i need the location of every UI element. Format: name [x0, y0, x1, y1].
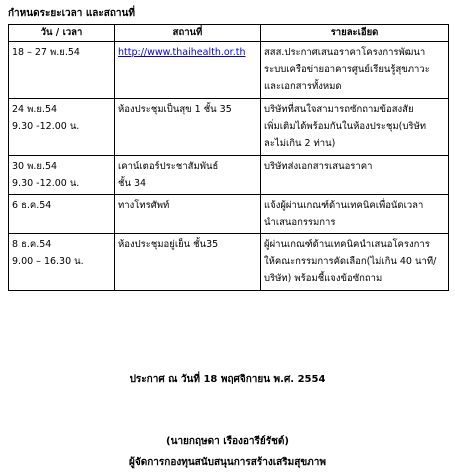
detail-cell — [261, 156, 449, 195]
detail-cell — [261, 234, 449, 291]
place-text: เคาน์เตอร์ประชาสัมพันธ์ — [118, 161, 219, 172]
column-header-details: รายละเอียด — [261, 25, 449, 42]
date-text: 24 พ.ย.54 — [12, 104, 58, 115]
time-text: 9.00 – 16.30 น. — [12, 256, 84, 267]
time-text: 9.30 -12.00 น. — [12, 178, 80, 189]
signer-name: (นายกฤษดา เรืองอารีย์รัชต์) — [166, 436, 289, 447]
table-row — [9, 42, 449, 99]
detail-line: ให้คณะกรรมการคัดเลือก(ไม่เกิน 40 นาที/ — [264, 256, 437, 267]
date-time-cell — [9, 234, 115, 291]
detail-line: เพิ่มเติมได้พร้อมกันในห้องประชุม(บริษัท — [264, 121, 427, 132]
detail-cell — [261, 42, 449, 99]
date-time-cell — [9, 42, 115, 99]
table-row — [9, 99, 449, 156]
detail-line: บริษัท) พร้อมชี้แจงข้อซักถาม — [264, 273, 383, 284]
signer-title: ผู้จัดการกองทุนสนับสนุนการสร้างเสริมสุขภาพ — [129, 457, 326, 468]
place-cell — [115, 156, 261, 195]
detail-line: บริษัทส่งเอกสารเสนอราคา — [264, 161, 373, 172]
date-text: 18 – 27 พ.ย.54 — [12, 47, 80, 58]
announcement-date: ประกาศ ณ วันที่ 18 พฤศจิกายน พ.ศ. 2554 — [129, 374, 326, 385]
schedule-table — [8, 24, 449, 291]
section-heading: กำหนดระยะเวลา และสถานที่ — [8, 8, 135, 19]
date-time-cell — [9, 99, 115, 156]
detail-line: สสส.ประกาศเสนอราคาโครงการพัฒนา — [264, 47, 426, 58]
table-header-row — [9, 25, 449, 42]
detail-line: แจ้งผู้ผ่านเกณฑ์ด้านเทคนิคเพื่อนัดเวลา — [264, 200, 424, 211]
column-header-place: สถานที่ — [115, 25, 261, 42]
place-text: ทางโทรศัพท์ — [118, 200, 170, 211]
detail-line: ละไม่เกิน 2 ท่าน) — [264, 138, 336, 149]
detail-line: นำเสนอกรรมการ — [264, 217, 336, 228]
place-cell — [115, 42, 261, 99]
place-cell — [115, 195, 261, 234]
place-text: ชั้น 34 — [118, 178, 147, 189]
table-row — [9, 195, 449, 234]
date-text: 30 พ.ย.54 — [12, 161, 58, 172]
detail-cell — [261, 99, 449, 156]
time-text: 9.30 -12.00 น. — [12, 121, 80, 132]
place-cell — [115, 99, 261, 156]
table-row — [9, 156, 449, 195]
detail-line: ระบบเครือข่ายอาคารศูนย์เรียนรู้สุขภาวะ — [264, 64, 430, 75]
detail-line: ผู้ผ่านเกณฑ์ด้านเทคนิคนำเสนอโครงการ — [264, 239, 430, 250]
website-link[interactable]: http://www.thaihealth.or.th — [118, 47, 246, 58]
date-text: 8 ธ.ค.54 — [12, 239, 52, 250]
date-time-cell — [9, 156, 115, 195]
date-time-cell — [9, 195, 115, 234]
place-text: ห้องประชุมเป็นสุข 1 ชั้น 35 — [118, 104, 232, 115]
column-header-date-time: วัน / เวลา — [9, 25, 115, 42]
detail-line: บริษัทที่สนใจสามารถซักถามข้อสงสัย — [264, 104, 414, 115]
table-row — [9, 234, 449, 291]
date-text: 6 ธ.ค.54 — [12, 200, 52, 211]
detail-line: และเอกสารทั้งหมด — [264, 81, 342, 92]
place-text: ห้องประชุมอยู่เย็น ชั้น35 — [118, 239, 219, 250]
detail-cell — [261, 195, 449, 234]
place-cell — [115, 234, 261, 291]
